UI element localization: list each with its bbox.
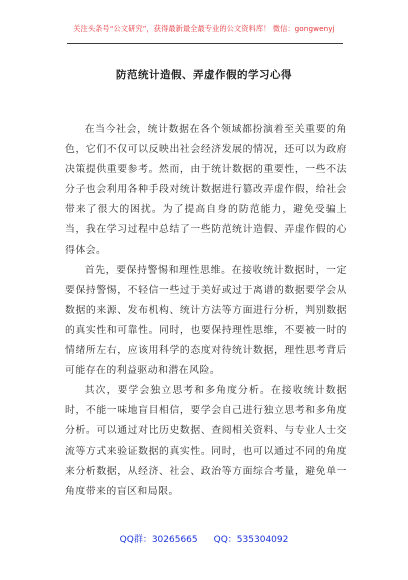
paragraph-first: 首先，要保持警惕和理性思维。在接收统计数据时，一定要保持警惕，不轻信一些过于美好或过于离谱的数据要学会从数据的来源、发布机构、统计方法等方面进行分析，判别数据的真实性和可靠性。同时，也要保持理性思维，不要被一时的情绪所左右，应该用科学的态度对待统计数据，理性思考背后可能存在的利益驱动和潜在风险。 [65, 264, 347, 377]
header-banner: 关注头条号“公文研究”，获得最新最全最专业的公文资料库！ 微信：gongwenyj [73, 24, 335, 33]
qq-group-number: QQ群：30265665 [119, 535, 198, 545]
footer-contact [0, 532, 408, 545]
paragraph-intro: 在当今社会，统计数据在各个领域都扮演着至关重要的角色，它们不仅可以反映出社会经济发展的情况，还可以为政府决策提供重要参考。然而，由于统计数据的重要性，一些不法分子也会利用各种手段对统计数据进行篡改弄虚作假，给社会带来了很大的困扰。为了提高自身的防范能力，避免受骗上当，我在学习过程中总结了一些防范统计造假、弄虚作假的心得体会。 [65, 124, 347, 256]
document-title: 防范统计造假、弄虚作假的学习心得 [116, 69, 292, 81]
document-body [65, 120, 347, 502]
header-divider [67, 43, 343, 44]
qq-number: QQ：535304092 [213, 535, 289, 545]
paragraph-second: 其次，要学会独立思考和多角度分析。在接收统计数据时，不能一味地盲目相信，要学会自己进行独立思考和多角度分析。可以通过对比历史数据、查阅相关资料、与专业人士交流等方式来验证数据的真实性。同时，也可以通过不同的角度来分析数据，从经济、社会、政治等方面综合考量，避免单一角度带来的盲区和局限。 [65, 385, 347, 497]
